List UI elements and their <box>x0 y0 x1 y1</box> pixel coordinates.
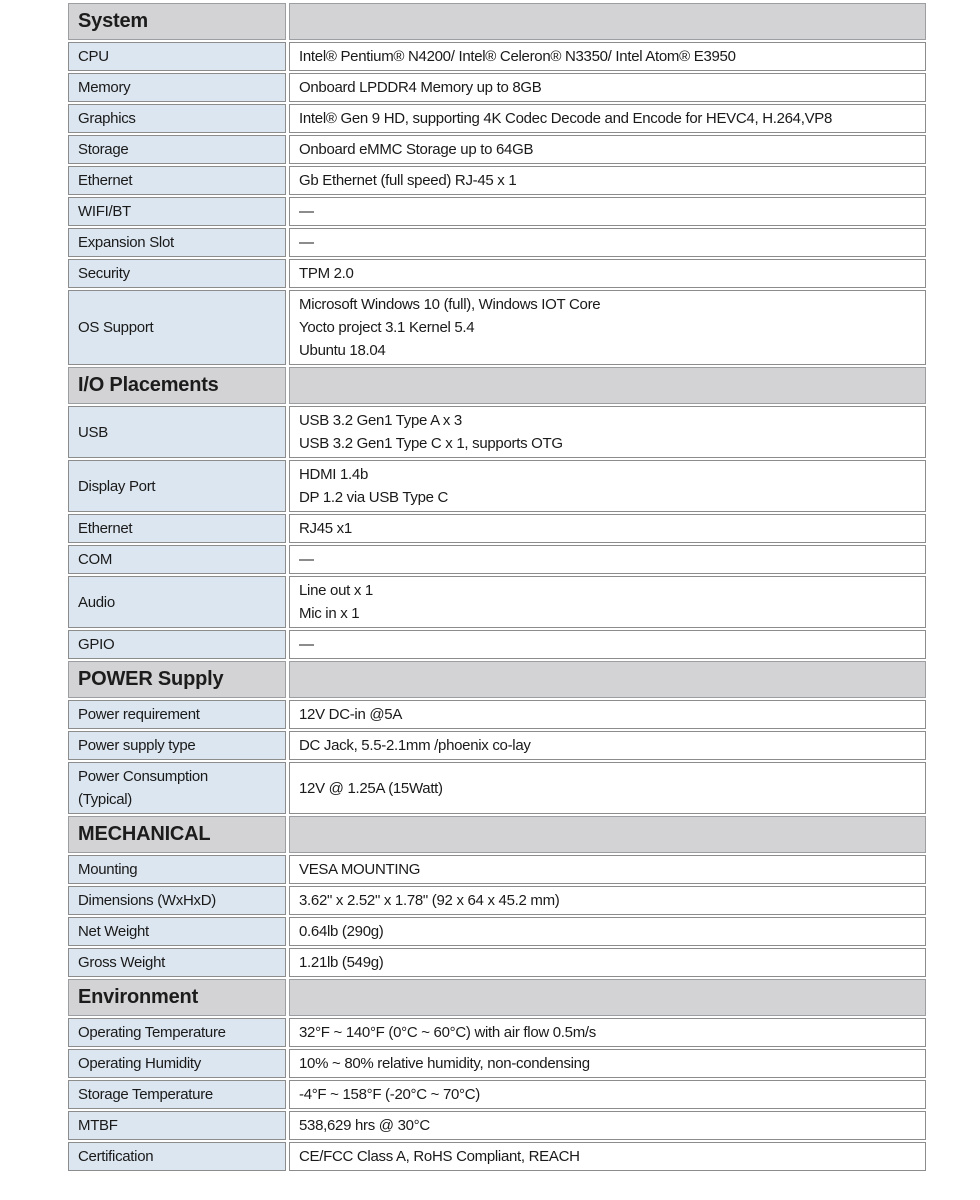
spec-label-line: USB <box>78 423 108 441</box>
spec-row <box>68 73 926 102</box>
spec-label-cell <box>68 406 286 458</box>
spec-value-cell <box>289 948 926 977</box>
spec-label-line: Operating Temperature <box>78 1024 226 1041</box>
spec-value-cell <box>289 886 926 915</box>
spec-label-line: Expansion Slot <box>78 234 174 251</box>
spec-row <box>68 104 926 133</box>
spec-row <box>68 197 926 226</box>
spec-label-line: Operating Humidity <box>78 1055 201 1072</box>
spec-label-line: Security <box>78 265 130 282</box>
spec-value-cell <box>289 135 926 164</box>
spec-value-line: Yocto project 3.1 Kernel 5.4 <box>299 319 475 336</box>
spec-row <box>68 460 926 512</box>
spec-value-cell <box>289 166 926 195</box>
section-header-row <box>68 3 926 40</box>
spec-value-line: HDMI 1.4b <box>299 466 368 483</box>
spec-value-line: USB 3.2 Gen1 Type A x 3 <box>299 412 462 429</box>
spec-value-cell <box>289 855 926 884</box>
spec-value-cell <box>289 1018 926 1047</box>
spec-label-line: WIFI/BT <box>78 203 131 220</box>
spec-value-line: VESA MOUNTING <box>299 861 421 878</box>
spec-label-line: COM <box>78 551 113 568</box>
spec-value-cell <box>289 514 926 543</box>
spec-value-cell <box>289 630 926 659</box>
spec-label-line: GPIO <box>78 636 115 653</box>
spec-label-line: Storage Temperature <box>78 1086 213 1103</box>
spec-label-line: Certification <box>78 1148 154 1165</box>
spec-value-line: Onboard LPDDR4 Memory up to 8GB <box>299 79 542 96</box>
spec-label-line: Storage <box>78 141 129 158</box>
spec-label-line: Net Weight <box>78 923 149 940</box>
spec-value-cell <box>289 576 926 628</box>
spec-label-line: OS Support <box>78 319 154 336</box>
spec-value-cell <box>289 731 926 760</box>
spec-value-line: Microsoft Windows 10 (full), Windows IOT Core <box>299 296 601 313</box>
spec-label-line: CPU <box>78 48 109 65</box>
spec-value-cell <box>289 700 926 729</box>
spec-label-line: Display Port <box>78 477 156 495</box>
spec-value-line: 10% ~ 80% relative humidity, non-condensing <box>299 1055 590 1072</box>
spec-label-line: Gross Weight <box>78 954 165 971</box>
spec-row <box>68 290 926 365</box>
spec-label-line: Dimensions (WxHxD) <box>78 892 216 909</box>
spec-value-line: Onboard eMMC Storage up to 64GB <box>299 141 534 158</box>
spec-row <box>68 630 926 659</box>
spec-value-line: — <box>299 203 314 220</box>
spec-row <box>68 42 926 71</box>
section-title: Environment <box>68 979 286 1016</box>
spec-label-cell <box>68 917 286 946</box>
spec-label-cell <box>68 700 286 729</box>
spec-row <box>68 1080 926 1109</box>
spec-label-cell <box>68 576 286 628</box>
spec-value-cell <box>289 259 926 288</box>
spec-value-cell <box>289 460 926 512</box>
spec-row <box>68 731 926 760</box>
spec-value-line: USB 3.2 Gen1 Type C x 1, supports OTG <box>299 435 563 452</box>
spec-label-line: Graphics <box>78 110 136 127</box>
spec-label-cell <box>68 460 286 512</box>
section-spacer <box>289 367 926 404</box>
spec-value-line: Ubuntu 18.04 <box>299 342 386 359</box>
spec-value-line: -4°F ~ 158°F (-20°C ~ 70°C) <box>299 1086 480 1103</box>
spec-label-cell <box>68 1080 286 1109</box>
spec-value-cell <box>289 104 926 133</box>
spec-row <box>68 917 926 946</box>
spec-label-line: Power supply type <box>78 737 196 754</box>
spec-row <box>68 1111 926 1140</box>
spec-value-line: Line out x 1 <box>299 582 373 599</box>
spec-value-line: Intel® Gen 9 HD, supporting 4K Codec Decode and Encode for HEVC4, H.264,VP8 <box>299 110 833 127</box>
section-title: I/O Placements <box>68 367 286 404</box>
spec-row <box>68 762 926 814</box>
spec-value-line: 538,629 hrs @ 30°C <box>299 1117 430 1134</box>
spec-value-line: DP 1.2 via USB Type C <box>299 489 449 506</box>
section-title: System <box>68 3 286 40</box>
spec-table <box>65 1 929 1173</box>
spec-value-cell <box>289 1080 926 1109</box>
section-spacer <box>289 816 926 853</box>
spec-row <box>68 1049 926 1078</box>
spec-value-line: — <box>299 551 314 568</box>
section-header-row <box>68 661 926 698</box>
spec-value-line: TPM 2.0 <box>299 265 354 282</box>
spec-label-line: Ethernet <box>78 520 133 537</box>
spec-value-cell <box>289 73 926 102</box>
spec-row <box>68 1018 926 1047</box>
section-spacer <box>289 3 926 40</box>
spec-value-cell <box>289 1111 926 1140</box>
section-header-row <box>68 816 926 853</box>
spec-row <box>68 886 926 915</box>
spec-label-cell <box>68 545 286 574</box>
spec-row <box>68 576 926 628</box>
spec-label-cell <box>68 886 286 915</box>
spec-value-line: — <box>299 234 314 251</box>
spec-label-cell <box>68 514 286 543</box>
section-header-row <box>68 367 926 404</box>
spec-row <box>68 700 926 729</box>
spec-value-line: — <box>299 636 314 653</box>
spec-label-cell <box>68 1018 286 1047</box>
spec-table-body <box>68 3 926 1171</box>
spec-label-line: Mounting <box>78 861 138 878</box>
spec-label-cell <box>68 1142 286 1171</box>
spec-label-line: MTBF <box>78 1117 118 1134</box>
spec-value-cell <box>289 228 926 257</box>
spec-label-line: Power requirement <box>78 706 200 723</box>
spec-value-cell <box>289 290 926 365</box>
spec-label-cell <box>68 1049 286 1078</box>
spec-value-line: Mic in x 1 <box>299 605 360 622</box>
spec-value-line: 12V DC-in @5A <box>299 706 403 723</box>
spec-label-cell <box>68 104 286 133</box>
spec-row <box>68 1142 926 1171</box>
spec-label-cell <box>68 290 286 365</box>
spec-row <box>68 514 926 543</box>
spec-label-cell <box>68 855 286 884</box>
spec-value-line: 32°F ~ 140°F (0°C ~ 60°C) with air flow 0.5m/s <box>299 1024 596 1041</box>
section-title: POWER Supply <box>68 661 286 698</box>
spec-label-line: Ethernet <box>78 172 133 189</box>
spec-value-cell <box>289 1142 926 1171</box>
spec-value-line: 12V @ 1.25A (15Watt) <box>299 779 443 797</box>
spec-label-cell <box>68 228 286 257</box>
spec-value-cell <box>289 1049 926 1078</box>
spec-value-line: 3.62" x 2.52" x 1.78" (92 x 64 x 45.2 mm) <box>299 892 560 909</box>
spec-row <box>68 545 926 574</box>
spec-row <box>68 135 926 164</box>
spec-label-cell <box>68 42 286 71</box>
spec-value-line: Gb Ethernet (full speed) RJ-45 x 1 <box>299 172 517 189</box>
spec-value-line: CE/FCC Class A, RoHS Compliant, REACH <box>299 1148 580 1165</box>
spec-value-cell <box>289 917 926 946</box>
spec-row <box>68 855 926 884</box>
spec-row <box>68 228 926 257</box>
spec-label-cell <box>68 630 286 659</box>
spec-label-cell <box>68 135 286 164</box>
section-title: MECHANICAL <box>68 816 286 853</box>
section-spacer <box>289 661 926 698</box>
spec-label-line: Audio <box>78 593 115 611</box>
spec-value-line: Intel® Pentium® N4200/ Intel® Celeron® N3350/ Intel Atom® E3950 <box>299 48 736 65</box>
spec-label-cell <box>68 1111 286 1140</box>
spec-label-cell <box>68 197 286 226</box>
spec-value-cell <box>289 197 926 226</box>
section-spacer <box>289 979 926 1016</box>
spec-label-line: Memory <box>78 79 131 96</box>
spec-value-cell <box>289 406 926 458</box>
spec-label-cell <box>68 762 286 814</box>
spec-label-line: (Typical) <box>78 791 132 808</box>
spec-row <box>68 259 926 288</box>
spec-row <box>68 166 926 195</box>
spec-label-cell <box>68 259 286 288</box>
spec-value-line: 0.64lb (290g) <box>299 923 384 940</box>
spec-value-cell <box>289 42 926 71</box>
spec-value-line: DC Jack, 5.5-2.1mm /phoenix co-lay <box>299 737 531 754</box>
spec-label-cell <box>68 166 286 195</box>
spec-row <box>68 406 926 458</box>
spec-row <box>68 948 926 977</box>
spec-value-line: RJ45 x1 <box>299 520 352 537</box>
spec-label-cell <box>68 73 286 102</box>
spec-label-cell <box>68 948 286 977</box>
spec-label-cell <box>68 731 286 760</box>
section-header-row <box>68 979 926 1016</box>
spec-value-cell <box>289 545 926 574</box>
spec-value-line: 1.21lb (549g) <box>299 954 384 971</box>
spec-label-line: Power Consumption <box>78 768 208 785</box>
spec-value-cell <box>289 762 926 814</box>
